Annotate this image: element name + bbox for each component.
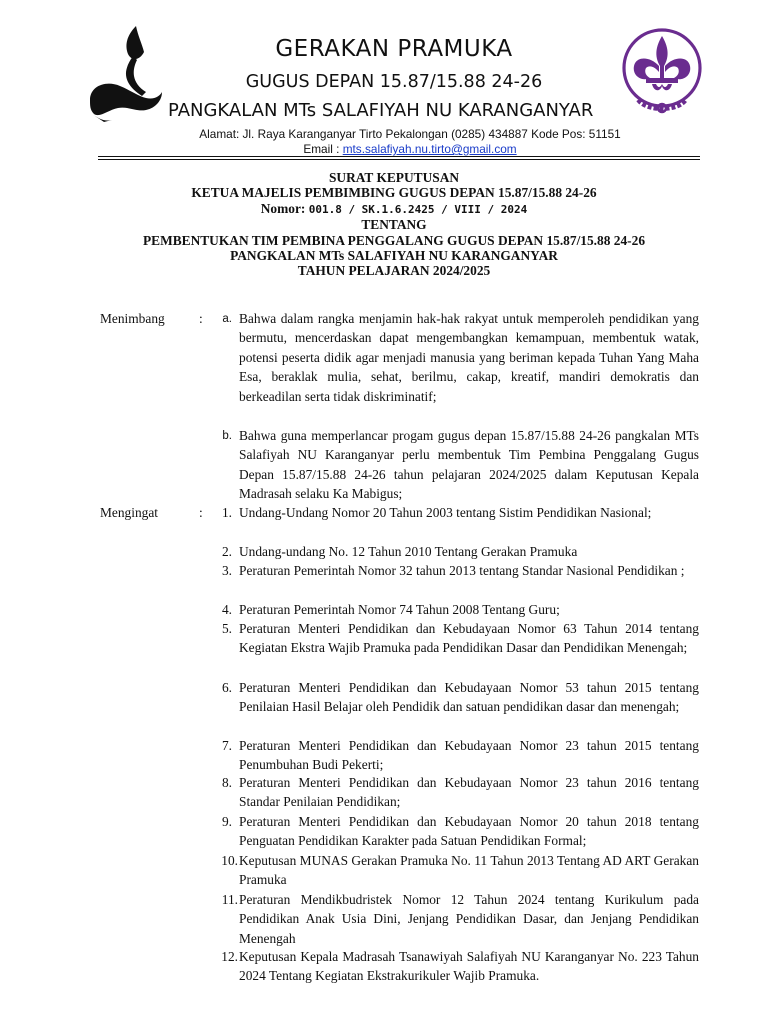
mengingat-marker-7: 7. (221, 738, 232, 753)
mengingat-marker-3: 3. (221, 563, 232, 578)
mengingat-item-7: Peraturan Menteri Pendidikan dan Kebudayaan Nomor 23 tahun 2015 tentang Penumbuhan Budi Pekerti; (239, 738, 699, 773)
mengingat-item-8: Peraturan Menteri Pendidikan dan Kebudayaan Nomor 23 tahun 2016 tentang Standar Penilaian Pendidikan; (239, 775, 699, 810)
email-line (0, 142, 768, 156)
email-label: Email : (303, 142, 343, 156)
mengingat-marker-5: 5. (221, 621, 232, 636)
decree-about: TENTANG (361, 217, 427, 233)
mengingat-item-4: Peraturan Pemerintah Nomor 74 Tahun 2008 Tentang Guru; (239, 602, 560, 617)
decree-number (60, 201, 728, 217)
email-link[interactable]: mts.salafiyah.nu.tirto@gmail.com (342, 142, 517, 156)
decree-number-label: Nomor: (260, 200, 309, 216)
unit-name: GUGUS DEPAN 15.87/15.88 24-26 (245, 72, 543, 92)
menimbang-colon: : (199, 311, 203, 326)
decree-number-value: 001.8 / SK.1.6.2425 / VIII / 2024 (308, 202, 528, 216)
mengingat-item-2: Undang-undang No. 12 Tahun 2010 Tentang Gerakan Pramuka (239, 544, 578, 559)
mengingat-item-6: Peraturan Menteri Pendidikan dan Kebudayaan Nomor 53 tahun 2015 tentang Penilaian Hasil Belajar oleh Pendidik dan satuan pendidikan dasar dan menengah; (239, 680, 699, 715)
mengingat-marker-1: 1. (221, 505, 232, 520)
menimbang-item-b: Bahwa guna memperlancar progam gugus depan 15.87/15.88 24-26 pangkalan MTs Salafiyah NU Karanganyar perlu membentuk Tim Pembina Penggalang Gugus Depan 15.87/15.88 24-26 tahun pelajaran 2024/2025 dalam Keputusan Kepala Madrasah selaku Ka Mabigus; (239, 428, 699, 502)
decree-issuer: KETUA MAJELIS PEMBIMBING GUGUS DEPAN 15.87/15.88 24-26 (191, 185, 597, 201)
decree-title-block (60, 170, 728, 279)
mengingat-marker-2: 2. (221, 544, 232, 559)
menimbang-label: Menimbang (100, 311, 165, 326)
menimbang-item-a: Bahwa dalam rangka menjamin hak-hak rakyat untuk memperoleh pendidikan yang bermutu, mencerdaskan dapat mengembangkan kemampuan, membentuk watak, potensi peserta didik agar menjadi manusia yang beriman kepada Tuhan Yang Maha Esa, beraklak mulia, sehat, berilmu, cakap, kreatif, mandiri demokratis dan berkeadilan serta tidak diskriminatif; (239, 311, 699, 404)
mengingat-marker-11: 11. (221, 892, 238, 907)
header-divider (98, 156, 700, 157)
decree-year: TAHUN PELAJARAN 2024/2025 (297, 263, 491, 279)
org-name: GERAKAN PRAMUKA (275, 36, 513, 62)
mengingat-marker-6: 6. (221, 680, 232, 695)
address-line: Alamat: Jl. Raya Karanganyar Tirto Pekalongan (0285) 434887 Kode Pos: 51151 (199, 127, 621, 141)
menimbang-marker-b: b. (222, 430, 232, 442)
mengingat-colon: : (199, 505, 203, 520)
mengingat-item-9: Peraturan Menteri Pendidikan dan Kebudayaan Nomor 20 tahun 2018 tentang Penguatan Pendidikan Karakter pada Satuan Pendidikan Formal; (239, 814, 699, 849)
mengingat-marker-8: 8. (221, 775, 232, 790)
decree-subject-1: PEMBENTUKAN TIM PEMBINA PENGGALANG GUGUS DEPAN 15.87/15.88 24-26 (142, 232, 646, 248)
decree-type: SURAT KEPUTUSAN (328, 170, 460, 185)
header-divider-secondary (98, 159, 700, 160)
menimbang-marker-a: a. (222, 313, 232, 325)
mengingat-item-11: Peraturan Mendikbudristek Nomor 12 Tahun 2024 tentang Kurikulum pada Pendidikan Anak Usia Dini, Jenjang Pendidikan Dasar, dan Jenjang Pendidikan Menengah (239, 892, 699, 946)
mengingat-item-1: Undang-Undang Nomor 20 Tahun 2003 tentang Sistim Pendidikan Nasional; (239, 505, 652, 520)
mengingat-marker-9: 9. (221, 814, 232, 829)
mengingat-item-3: Peraturan Pemerintah Nomor 32 tahun 2013 tentang Standar Nasional Pendidikan ; (239, 563, 685, 578)
mengingat-marker-12: 12. (221, 949, 238, 964)
mengingat-item-12: Keputusan Kepala Madrasah Tsanawiyah Salafiyah NU Karanganyar No. 223 Tahun 2024 Tentang Kegiatan Ekstrakurikuler Wajib Pramuka. (239, 949, 699, 984)
mengingat-item-10: Keputusan MUNAS Gerakan Pramuka No. 11 Tahun 2013 Tentang AD ART Gerakan Pramuka (239, 853, 699, 888)
base-name: PANGKALAN MTs SALAFIYAH NU KARANGANYAR (168, 100, 594, 121)
mengingat-label: Mengingat (100, 505, 159, 520)
mengingat-marker-10: 10. (221, 853, 238, 868)
decree-subject-2: PANGKALAN MTs SALAFIYAH NU KARANGANYAR (230, 248, 558, 264)
mengingat-item-5: Peraturan Menteri Pendidikan dan Kebudayaan Nomor 63 Tahun 2014 tentang Kegiatan Ekstra Wajib Pramuka pada Pendidikan Dasar dan Pendidikan Menengah; (239, 621, 699, 656)
mengingat-marker-4: 4. (221, 602, 232, 617)
